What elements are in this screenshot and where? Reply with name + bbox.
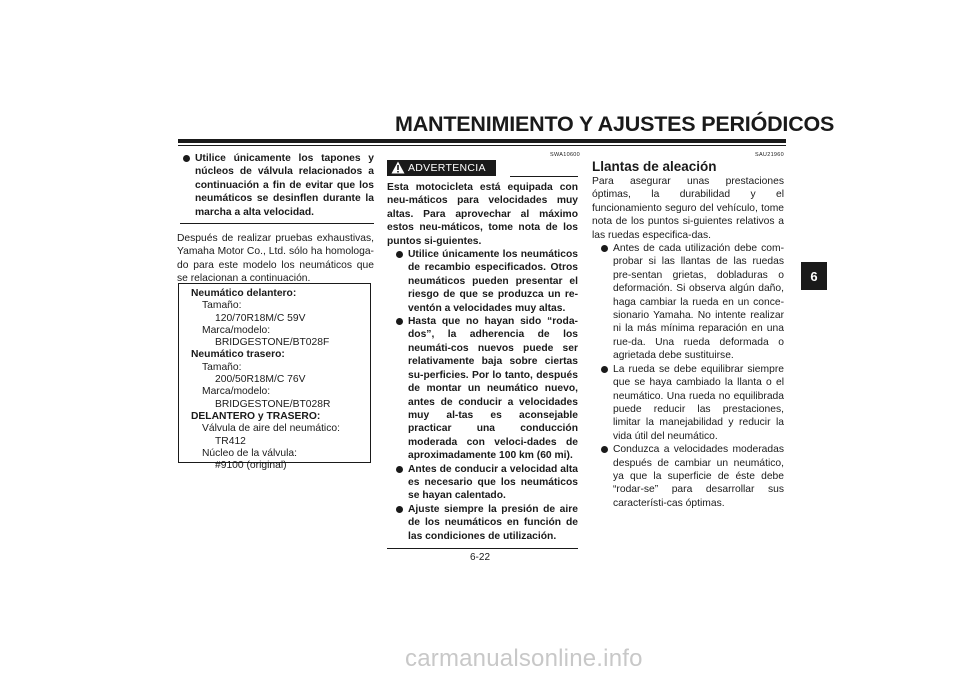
wheel-bullet-2-text: La rueda se debe equilibrar siempre que se haya cambiado la llanta o el neumático. Una rueda no equilibrada puede reducir las prestaciones, limitar la manejabilidad y reducir la vida útil del neumático. bbox=[613, 363, 784, 442]
warning-intro: Esta motocicleta está equipada con neu-máticos para velocidades muy altas. Para aprovechar al máximo estos neu-máticos, tome nota de los puntos si-guientes. bbox=[387, 182, 578, 247]
wheel-bullet-1 bbox=[598, 242, 784, 363]
bullet-icon bbox=[396, 506, 403, 513]
column-1 bbox=[177, 152, 374, 286]
bullet-icon bbox=[396, 466, 403, 473]
warning-header-rule bbox=[510, 176, 578, 177]
spec-rear-heading: Neumático trasero: bbox=[191, 349, 285, 361]
chapter-tab: 6 bbox=[801, 262, 827, 290]
wheel-bullet-3-text: Conduzca a velocidades moderadas después de cambiar un neumático, ya que la superficie de éste debe “rodar-se” para desarrollar sus característi-cas óptimas. bbox=[613, 444, 784, 509]
spec-both-heading: DELANTERO y TRASERO: bbox=[191, 410, 321, 422]
spec-core-label: Núcleo de la válvula: bbox=[202, 447, 298, 459]
warning-bullet-1 bbox=[393, 248, 578, 315]
wheel-bullet-1-text: Antes de cada utilización debe com-probar si las llantas de las ruedas pre-sentan grietas, dobladuras o deformación. Si observa algún daño, haga cambiar la rueda en un conce-sionario Yamaha. No intente realizar ni la más mínima reparación en una rue-da. Una rueda deformada o agrietada debe sustituirse. bbox=[613, 243, 784, 362]
spec-rear-size-label: Tamaño: bbox=[202, 361, 242, 373]
warning-bullet-text: Utilice únicamente los tapones y núcleos de válvula relacionados a continuación a fin de evitar que los neumáticos se desinflen durante la marcha a alta velocidad. bbox=[195, 153, 374, 218]
spec-front-size-label: Tamaño: bbox=[202, 300, 242, 312]
tire-spec-box bbox=[178, 283, 371, 472]
spec-valve-value: TR412 bbox=[215, 435, 246, 447]
tires-paragraph: Después de realizar pruebas exhaustivas, Yamaha Motor Co., Ltd. sólo ha homologa-do para este modelo los neumáticos que se relacionan a continuación. bbox=[177, 233, 374, 285]
warning-bullet-3-text: Antes de conducir a velocidad alta es necesario que los neumáticos se hayan calentado. bbox=[408, 463, 578, 502]
bullet-icon bbox=[396, 318, 403, 325]
warning-end-rule bbox=[180, 223, 374, 224]
bullet-icon bbox=[601, 245, 608, 252]
bullet-icon bbox=[601, 446, 608, 453]
spec-front-size-value: 120/70R18M/C 59V bbox=[215, 312, 306, 324]
section-title: Llantas de aleación bbox=[592, 159, 717, 174]
warning-bullet bbox=[180, 152, 374, 219]
wheel-bullet-3 bbox=[598, 443, 784, 510]
page-number: 6-22 bbox=[469, 552, 490, 563]
warning-bullet-2-text: Hasta que no hayan sido “roda-dos”, la adherencia de los neumáti-cos nuevos puede ser relativamente baja sobre ciertas su-perficies. Por lo tanto, después de montar un neumático nuevo, antes de conducir a velocidades muy al-tas es aconsejable practicar una conducción moderada con veloci-dades de aproximadamente 100 km (60 mi). bbox=[408, 316, 578, 462]
warning-bullet-1-text: Utilice únicamente los neumáticos de recambio especificados. Otros neumáticos pueden presentar el riesgo de que se produzca un re-ventón a velocidades muy altas. bbox=[408, 249, 578, 314]
warning-end-rule bbox=[387, 548, 578, 549]
warning-triangle-icon bbox=[391, 161, 405, 174]
warning-bullet-2 bbox=[393, 315, 578, 462]
bullet-icon bbox=[183, 155, 190, 162]
warning-code: SWA10600 bbox=[550, 152, 581, 158]
bullet-icon bbox=[601, 366, 608, 373]
wheel-bullet-2 bbox=[598, 363, 784, 443]
warning-bullet-4 bbox=[393, 503, 578, 543]
warning-bullet-3 bbox=[393, 463, 578, 503]
header-rule-thin bbox=[178, 145, 786, 146]
spec-front-brand-value: BRIDGESTONE/BT028F bbox=[215, 337, 330, 349]
column-2 bbox=[387, 181, 578, 549]
column-3 bbox=[592, 175, 784, 510]
advertencia-label: ADVERTENCIA bbox=[408, 162, 486, 174]
advertencia-badge bbox=[387, 160, 496, 176]
header-rule bbox=[178, 139, 786, 143]
spec-rear-brand-value: BRIDGESTONE/BT028R bbox=[215, 398, 331, 410]
bullet-icon bbox=[396, 251, 403, 258]
section-code: SAU21960 bbox=[755, 152, 785, 158]
section-intro: Para asegurar unas prestaciones óptimas, la durabilidad y el funcionamiento seguro del vehículo, tome nota de los puntos si-guientes relativos a las ruedas especifica-das. bbox=[592, 176, 784, 241]
spec-rear-brand-label: Marca/modelo: bbox=[202, 386, 271, 398]
spec-rear-size-value: 200/50R18M/C 76V bbox=[215, 374, 306, 386]
spec-valve-label: Válvula de aire del neumático: bbox=[202, 423, 340, 435]
spec-core-value: #9100 (original) bbox=[215, 460, 287, 472]
warning-bullet-4-text: Ajuste siempre la presión de aire de los neumáticos en función de las condiciones de utilización. bbox=[408, 503, 578, 542]
spec-front-heading: Neumático delantero: bbox=[191, 288, 297, 299]
spec-front-brand-label: Marca/modelo: bbox=[202, 324, 271, 336]
page-header-title: MANTENIMIENTO Y AJUSTES PERIÓDICOS bbox=[395, 112, 835, 136]
watermark: carmanualsonline.info bbox=[405, 645, 643, 672]
